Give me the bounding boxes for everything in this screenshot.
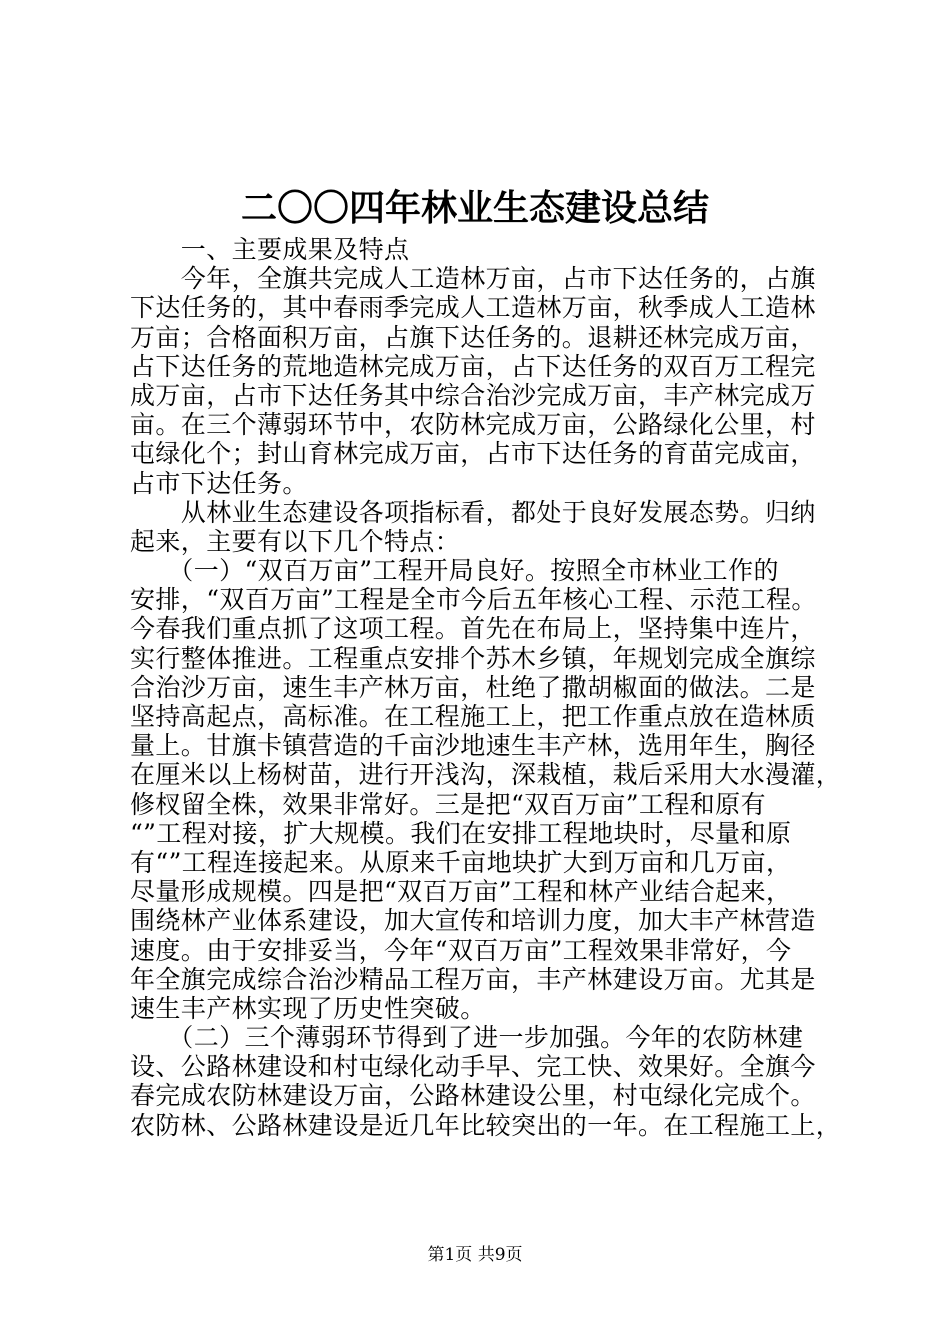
paragraph-line: 年全旗完成综合治沙精品工程万亩，丰产林建设万亩。尤其是 [130,964,816,994]
paragraph-line: 从林业生态建设各项指标看，都处于良好发展态势。归纳 [130,497,816,527]
paragraph-line: 围绕林产业体系建设，加大宣传和培训力度，加大丰产林营造 [130,906,816,936]
document-body [130,235,842,1140]
paragraph-line: 速度。由于安排妥当，今年“双百万亩”工程效果非常好，今 [130,935,792,965]
paragraph-line: 设、公路林建设和村屯绿化动手早、完工快、效果好。全旗今 [130,1052,816,1082]
paragraph-line: 今年，全旗共完成人工造林万亩，占市下达任务的，占旗 [130,264,816,294]
paragraph-line: 占下达任务的荒地造林完成万亩，占下达任务的双百万工程完 [130,351,816,381]
paragraph-line: 亩。在三个薄弱环节中，农防林完成万亩，公路绿化公里，村 [130,410,816,440]
paragraph-line: 今春我们重点抓了这项工程。首先在布局上，坚持集中连片， [130,614,816,644]
paragraph-line: 实行整体推进。工程重点安排个苏木乡镇，年规划完成全旗综 [130,643,816,673]
paragraph-line: 一、主要成果及特点 [130,235,410,264]
paragraph-line: “”工程对接，扩大规模。我们在安排工程地块时，尽量和原 [130,818,792,848]
paragraph-line: 量上。甘旗卡镇营造的千亩沙地速生丰产林，选用年生，胸径 [130,731,816,761]
paragraph-line: 春完成农防林建设万亩，公路林建设公里，村屯绿化完成个。 [130,1081,816,1111]
paragraph-line: 修杈留全株，效果非常好。三是把“双百万亩”工程和原有 [130,789,766,819]
paragraph-line: 速生丰产林实现了历史性突破。 [130,993,486,1023]
paragraph-line: 下达任务的，其中春雨季完成人工造林万亩，秋季成人工造林 [130,293,816,323]
paragraph-line: 起来，主要有以下几个特点： [130,526,461,556]
paragraph-line: 万亩；合格面积万亩，占旗下达任务的。退耕还林完成万亩， [130,322,816,352]
paragraph-line: 合治沙万亩，速生丰产林万亩，杜绝了撒胡椒面的做法。二是 [130,672,816,702]
paragraph-line: （一）“双百万亩”工程开局良好。按照全市林业工作的 [130,556,779,586]
document-title: 二〇〇四年林业生态建设总结 [240,187,709,229]
paragraph-line: 占市下达任务。 [130,468,308,498]
paragraph-line: 有“”工程连接起来。从原来千亩地块扩大到万亩和几万亩， [130,847,792,877]
page-number-footer: 第1页 共9页 [427,1245,523,1265]
paragraph-line: 成万亩，占市下达任务其中综合治沙完成万亩，丰产林完成万 [130,380,816,410]
paragraph-line: 尽量形成规模。四是把“双百万亩”工程和林产业结合起来， [130,877,792,907]
paragraph-line: 农防林、公路林建设是近几年比较突出的一年。在工程施工上， [130,1110,842,1140]
paragraph-line: 坚持高起点，高标准。在工程施工上，把工作重点放在造林质 [130,702,816,731]
paragraph-line: 安排，“双百万亩”工程是全市今后五年核心工程、示范工程。 [130,585,817,615]
paragraph-line: （二）三个薄弱环节得到了进一步加强。今年的农防林建 [130,1023,804,1053]
paragraph-line: 在厘米以上杨树苗，进行开浅沟，深栽植，栽后采用大水漫灌， [130,760,842,790]
paragraph-line: 屯绿化个；封山育林完成万亩，占市下达任务的育苗完成亩， [130,439,816,469]
